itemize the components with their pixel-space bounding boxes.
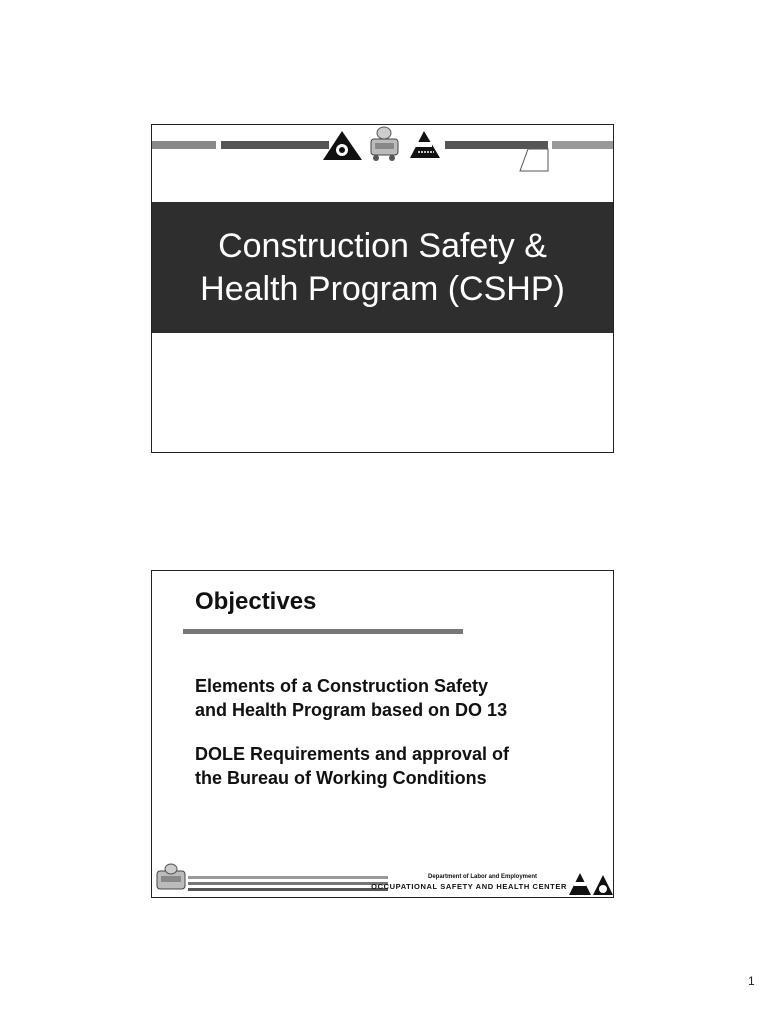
dole-triangle-logo — [593, 875, 613, 895]
objectives-heading: Objectives — [195, 588, 317, 615]
worker-seal-logo — [371, 127, 398, 161]
oshc-triangle-logo — [410, 131, 440, 158]
oshc-triangle-logo — [569, 873, 591, 895]
title-band — [152, 202, 613, 333]
slide-title — [151, 124, 614, 453]
page-number: 1 — [748, 974, 755, 988]
header-tab-shape — [520, 149, 548, 171]
slide-objectives — [151, 570, 614, 898]
footer-center-name: OCCUPATIONAL SAFETY AND HEALTH CENTER — [371, 882, 567, 891]
objective-item: Elements of a Construction Safety and Health Program based on DO 13 — [195, 676, 508, 720]
footer-rule-2 — [188, 882, 388, 885]
heading-underline — [183, 629, 463, 634]
slide-main-title: Construction Safety & Health Program (CSHP) — [200, 226, 565, 308]
footer-logos — [569, 869, 613, 897]
objective-item: DOLE Requirements and approval of the Bureau of Working Conditions — [195, 744, 510, 788]
header-logos — [152, 125, 613, 185]
footer-rule-1 — [188, 876, 388, 879]
dole-triangle-logo — [323, 131, 362, 160]
footer-seal-logo — [154, 861, 190, 897]
footer-rule-3 — [188, 888, 388, 891]
footer-department: Department of Labor and Employment — [427, 874, 537, 880]
